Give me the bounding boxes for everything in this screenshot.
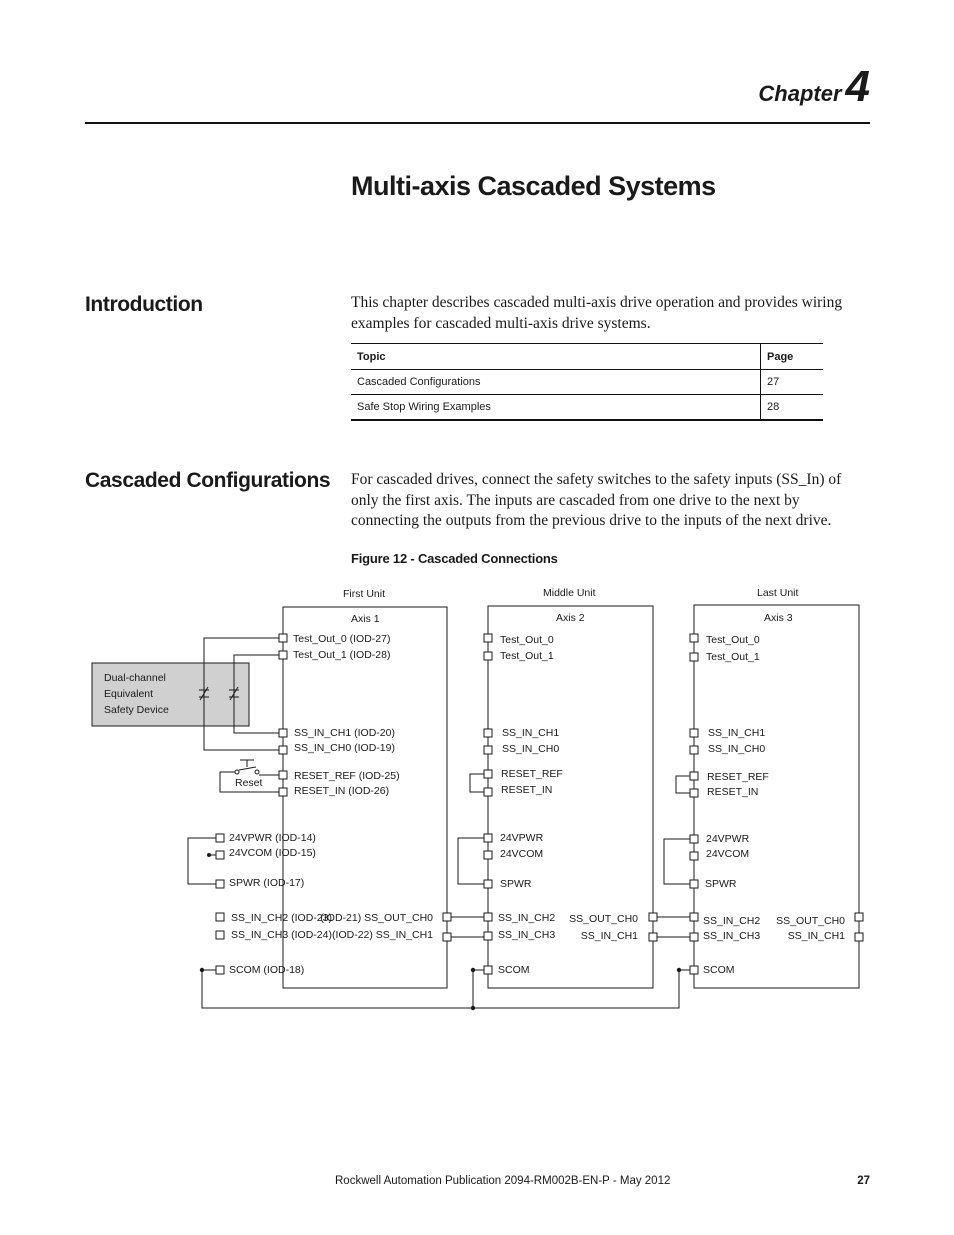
cascaded-heading: Cascaded Configurations [85,469,331,492]
figure-caption: Figure 12 - Cascaded Connections [351,551,558,566]
table-cell-page: 28 [761,395,824,421]
axis3-pin-in-ch1: SS_IN_CH1 [708,727,766,739]
axis2-pin-test1: Test_Out_1 [500,650,554,662]
cascaded-paragraph: For cascaded drives, connect the safety switches to the safety inputs (SS_In) of only the first axis. The inputs are cascaded from one drive to the next by connecting the outputs from the previous drive to the inputs of the next drive. [351,471,842,529]
table-header-page: Page [761,344,824,370]
axis1-pin-out-ch1: (IOD-22) SS_IN_CH1 [332,929,433,941]
table-header-topic: Topic [351,344,761,370]
introduction-paragraph: This chapter describes cascaded multi-axis drive operation and provides wiring examples for cascaded multi-axis drive systems. [351,294,843,332]
axis1-pin-scom: SCOM (IOD-18) [229,964,305,976]
axis3-pin-scom: SCOM [703,964,735,976]
axis1-label: Axis 1 [351,613,380,625]
axis3-pin-out-ch1: SS_IN_CH1 [787,930,845,942]
axis2-pin-reset-ref: RESET_REF [501,768,563,780]
axis1-pin-reset-in: RESET_IN (IOD-26) [294,785,390,797]
axis2-pin-vcom: 24VCOM [500,848,544,860]
axis1-pin-in-ch1: SS_IN_CH1 (IOD-20) [294,727,395,739]
device-label-line2: Equivalent [104,688,154,700]
axis3-pin-vpwr: 24VPWR [706,833,750,845]
axis3-pin-in-ch2: SS_IN_CH2 [703,915,761,927]
axis1-pin-vpwr: 24VPWR (IOD-14) [229,832,316,844]
axis3-pin-in-ch3: SS_IN_CH3 [703,930,761,942]
axis3-pin-reset-in: RESET_IN [707,786,759,798]
axis3-pin-out-ch0: SS_OUT_CH0 [776,915,845,927]
reset-label: Reset [235,777,263,789]
axis1-pin-vcom: 24VCOM (IOD-15) [229,847,316,859]
unit3-label: Last Unit [757,587,799,599]
axis2-pin-out-ch0: SS_OUT_CH0 [569,913,638,925]
axis2-pin-test0: Test_Out_0 [500,634,554,646]
axis2-pin-out-ch1: SS_IN_CH1 [580,930,638,942]
device-label-line3: Safety Device [104,704,169,716]
axis1-pin-test0: Test_Out_0 (IOD-27) [293,633,391,645]
introduction-heading: Introduction [85,293,203,316]
unit1-label: First Unit [343,588,385,600]
table-cell-topic: Safe Stop Wiring Examples [351,395,761,421]
axis2-pin-spwr: SPWR [500,878,532,890]
axis2-pin-in-ch3: SS_IN_CH3 [498,929,556,941]
axis3-pin-spwr: SPWR [705,878,737,890]
axis1-pin-in-ch3: SS_IN_CH3 (IOD-24) [231,929,332,941]
axis1-pin-in-ch2: SS_IN_CH2 (IOD-23) [231,912,332,924]
device-label-line1: Dual-channel [104,672,166,684]
axis2-pin-scom: SCOM [498,964,530,976]
axis3-pin-in-ch0: SS_IN_CH0 [708,743,766,755]
axis3-pin-vcom: 24VCOM [706,848,750,860]
axis2-pin-vpwr: 24VPWR [500,832,544,844]
footer-publication: Rockwell Automation Publication 2094-RM002B-EN-P - May 2012 [335,1175,671,1187]
table-cell-page: 27 [761,370,824,395]
axis2-pin-reset-in: RESET_IN [501,784,553,796]
axis2-pin-in-ch1: SS_IN_CH1 [502,727,560,739]
axis1-pin-in-ch0: SS_IN_CH0 (IOD-19) [294,742,395,754]
axis3-label: Axis 3 [764,612,793,624]
page-number: 27 [857,1175,870,1187]
page-title: Multi-axis Cascaded Systems [351,171,716,201]
axis3-pin-reset-ref: RESET_REF [707,771,769,783]
axis1-pin-out-ch0: (IOD-21) SS_OUT_CH0 [320,912,433,924]
axis2-pin-in-ch0: SS_IN_CH0 [502,743,560,755]
axis2-pin-in-ch2: SS_IN_CH2 [498,912,556,924]
axis1-pin-spwr: SPWR (IOD-17) [229,877,305,889]
axis3-pin-test0: Test_Out_0 [706,634,760,646]
table-cell-topic: Cascaded Configurations [351,370,761,395]
chapter-number: 4 [845,62,870,111]
axis3-pin-test1: Test_Out_1 [706,651,760,663]
chapter-word: Chapter [758,81,842,106]
axis1-pin-test1: Test_Out_1 (IOD-28) [293,649,391,661]
axis2-label: Axis 2 [556,612,585,624]
axis1-pin-reset-ref: RESET_REF (IOD-25) [294,770,400,782]
unit2-label: Middle Unit [543,587,596,599]
